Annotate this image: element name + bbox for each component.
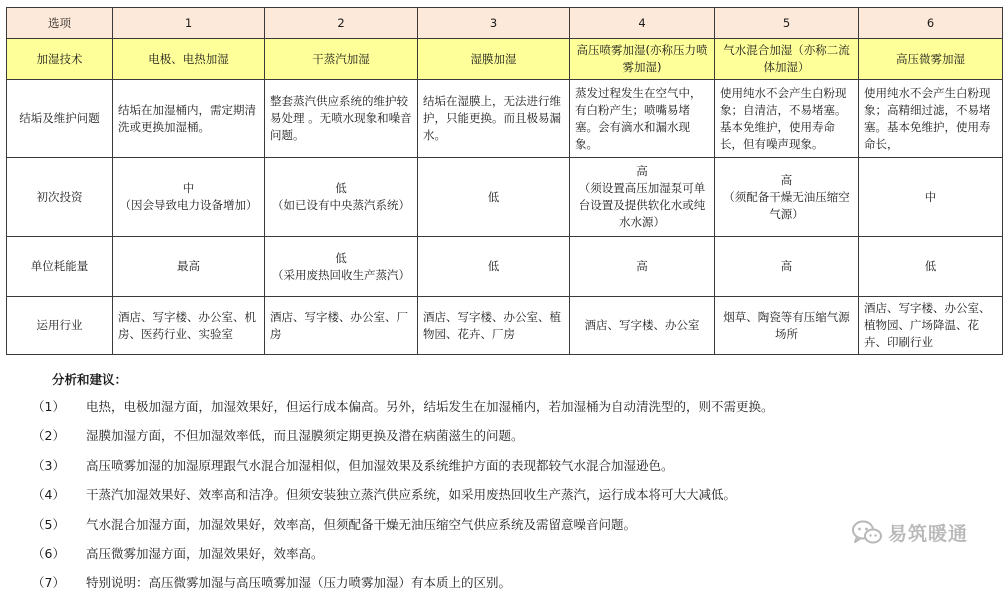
analysis-item-text: 气水混合加湿方面，加湿效果好，效率高，但须配备干燥无油压缩空气供应系统及需留意噪音问题。 <box>86 516 637 532</box>
energy-cell: 低 （采用废热回收生产蒸汽） <box>265 237 418 297</box>
tech-cell: 高压微雾加湿 <box>859 39 1003 80</box>
analysis-title: 分析和建议： <box>52 372 128 387</box>
investment-cell: 低 （如已设有中央蒸汽系统） <box>265 158 418 237</box>
tech-cell: 气水混合加湿（亦称二流体加湿） <box>715 39 859 80</box>
industry-label: 运用行业 <box>7 297 113 355</box>
industry-cell: 酒店、写字楼、办公室、厂房 <box>265 297 418 355</box>
tech-cell: 湿膜加湿 <box>418 39 570 80</box>
header-label: 选项 <box>7 8 113 39</box>
analysis-item <box>26 568 946 597</box>
analysis-item <box>26 480 946 509</box>
tech-cell: 电极、电热加湿 <box>113 39 265 80</box>
analysis-item-text: 特别说明：高压微雾加湿与高压喷雾加湿（压力喷雾加湿）有本质上的区别。 <box>86 575 512 591</box>
energy-cell: 高 <box>570 237 715 297</box>
analysis-item-number: （4） <box>32 487 65 503</box>
tech-cell: 高压喷雾加湿(亦称压力喷雾加湿) <box>570 39 715 80</box>
analysis-item-text: 高压微雾加湿方面，加湿效果好，效率高。 <box>86 545 324 561</box>
analysis-item-number: （6） <box>32 545 65 561</box>
industry-cell: 酒店、写字楼、办公室、机房、医药行业、实验室 <box>113 297 265 355</box>
investment-label: 初次投资 <box>7 158 113 237</box>
maintenance-cell: 整套蒸汽供应系统的维护较易处理 。无喷水现象和噪音问题。 <box>265 80 418 158</box>
analysis-item-number: （2） <box>32 428 65 444</box>
investment-cell: 高 （须设置高压加湿泵可单台设置及提供软化水或纯水水源） <box>570 158 715 237</box>
energy-cell: 低 <box>418 237 570 297</box>
comparison-table <box>6 7 1003 355</box>
analysis-item-number: （5） <box>32 516 65 532</box>
analysis-item <box>26 421 946 450</box>
maintenance-label: 结垢及维护问题 <box>7 80 113 158</box>
maintenance-cell: 蒸发过程发生在空气中，有白粉产生；喷嘴易堵塞。会有滴水和漏水现象。 <box>570 80 715 158</box>
analysis-item-text: 干蒸汽加湿效果好、效率高和洁净。但须安装独立蒸汽供应系统，如采用废热回收生产蒸汽，运行成本将可大大减低。 <box>86 487 737 503</box>
tech-label: 加湿技术 <box>7 39 113 80</box>
header-col-1: 1 <box>113 8 265 39</box>
wechat-icon <box>852 520 882 546</box>
maintenance-cell: 结垢在湿膜上，无法进行维护，只能更换。而且极易漏水。 <box>418 80 570 158</box>
industry-cell: 酒店、写字楼、办公室、植物园、花卉、厂房 <box>418 297 570 355</box>
analysis-item-text: 电热，电极加湿方面，加湿效果好，但运行成本偏高。另外，结垢发生在加湿桶内，若加湿桶为自动清洗型的，则不需更换。 <box>86 399 774 414</box>
tech-row <box>7 39 1003 80</box>
analysis-item-text: 高压喷雾加湿的加湿原理跟气水混合加湿相似，但加湿效果及系统维护方面的表现都较气水混合加湿逊色。 <box>86 457 674 473</box>
investment-cell: 低 <box>418 158 570 237</box>
analysis-item <box>26 539 946 568</box>
watermark <box>852 519 968 546</box>
energy-row <box>7 237 1003 297</box>
analysis-item-number: （7） <box>32 575 65 591</box>
analysis-item-number: （3） <box>32 457 65 473</box>
header-col-2: 2 <box>265 8 418 39</box>
maintenance-row <box>7 80 1003 158</box>
analysis-section <box>26 370 946 598</box>
investment-row <box>7 158 1003 237</box>
maintenance-cell: 使用纯水不会产生白粉现象；高精细过滤，不易堵塞。基本免维护，使用寿命长， <box>859 80 1003 158</box>
industry-cell: 酒店、写字楼、办公室、植物园、广场降温、花卉、印刷行业 <box>859 297 1003 355</box>
energy-cell: 低 <box>859 237 1003 297</box>
energy-label: 单位耗能量 <box>7 237 113 297</box>
investment-cell: 中 （因会导致电力设备增加） <box>113 158 265 237</box>
energy-cell: 高 <box>715 237 859 297</box>
analysis-item-text: 湿膜加湿方面，不但加湿效率低，而且湿膜须定期更换及潜在病菌滋生的问题。 <box>86 428 524 444</box>
maintenance-cell: 结垢在加湿桶内，需定期清洗或更换加湿桶。 <box>113 80 265 158</box>
investment-cell: 中 <box>859 158 1003 237</box>
header-col-6: 6 <box>859 8 1003 39</box>
analysis-item-number: （1） <box>32 399 65 414</box>
industry-row <box>7 297 1003 355</box>
analysis-item <box>26 392 946 421</box>
watermark-text: 易筑暖通 <box>887 523 968 545</box>
industry-cell: 烟草、陶瓷等有压缩气源场所 <box>715 297 859 355</box>
analysis-item <box>26 510 946 539</box>
energy-cell: 最高 <box>113 237 265 297</box>
analysis-item <box>26 451 946 480</box>
maintenance-cell: 使用纯水不会产生白粉现象；自清洁，不易堵塞。基本免维护，使用寿命长，但有噪声现象。 <box>715 80 859 158</box>
tech-cell: 干蒸汽加湿 <box>265 39 418 80</box>
investment-cell: 高 （须配备干燥无油压缩空气源） <box>715 158 859 237</box>
header-col-3: 3 <box>418 8 570 39</box>
header-col-5: 5 <box>715 8 859 39</box>
header-row <box>7 8 1003 39</box>
industry-cell: 酒店、写字楼、办公室 <box>570 297 715 355</box>
header-col-4: 4 <box>570 8 715 39</box>
